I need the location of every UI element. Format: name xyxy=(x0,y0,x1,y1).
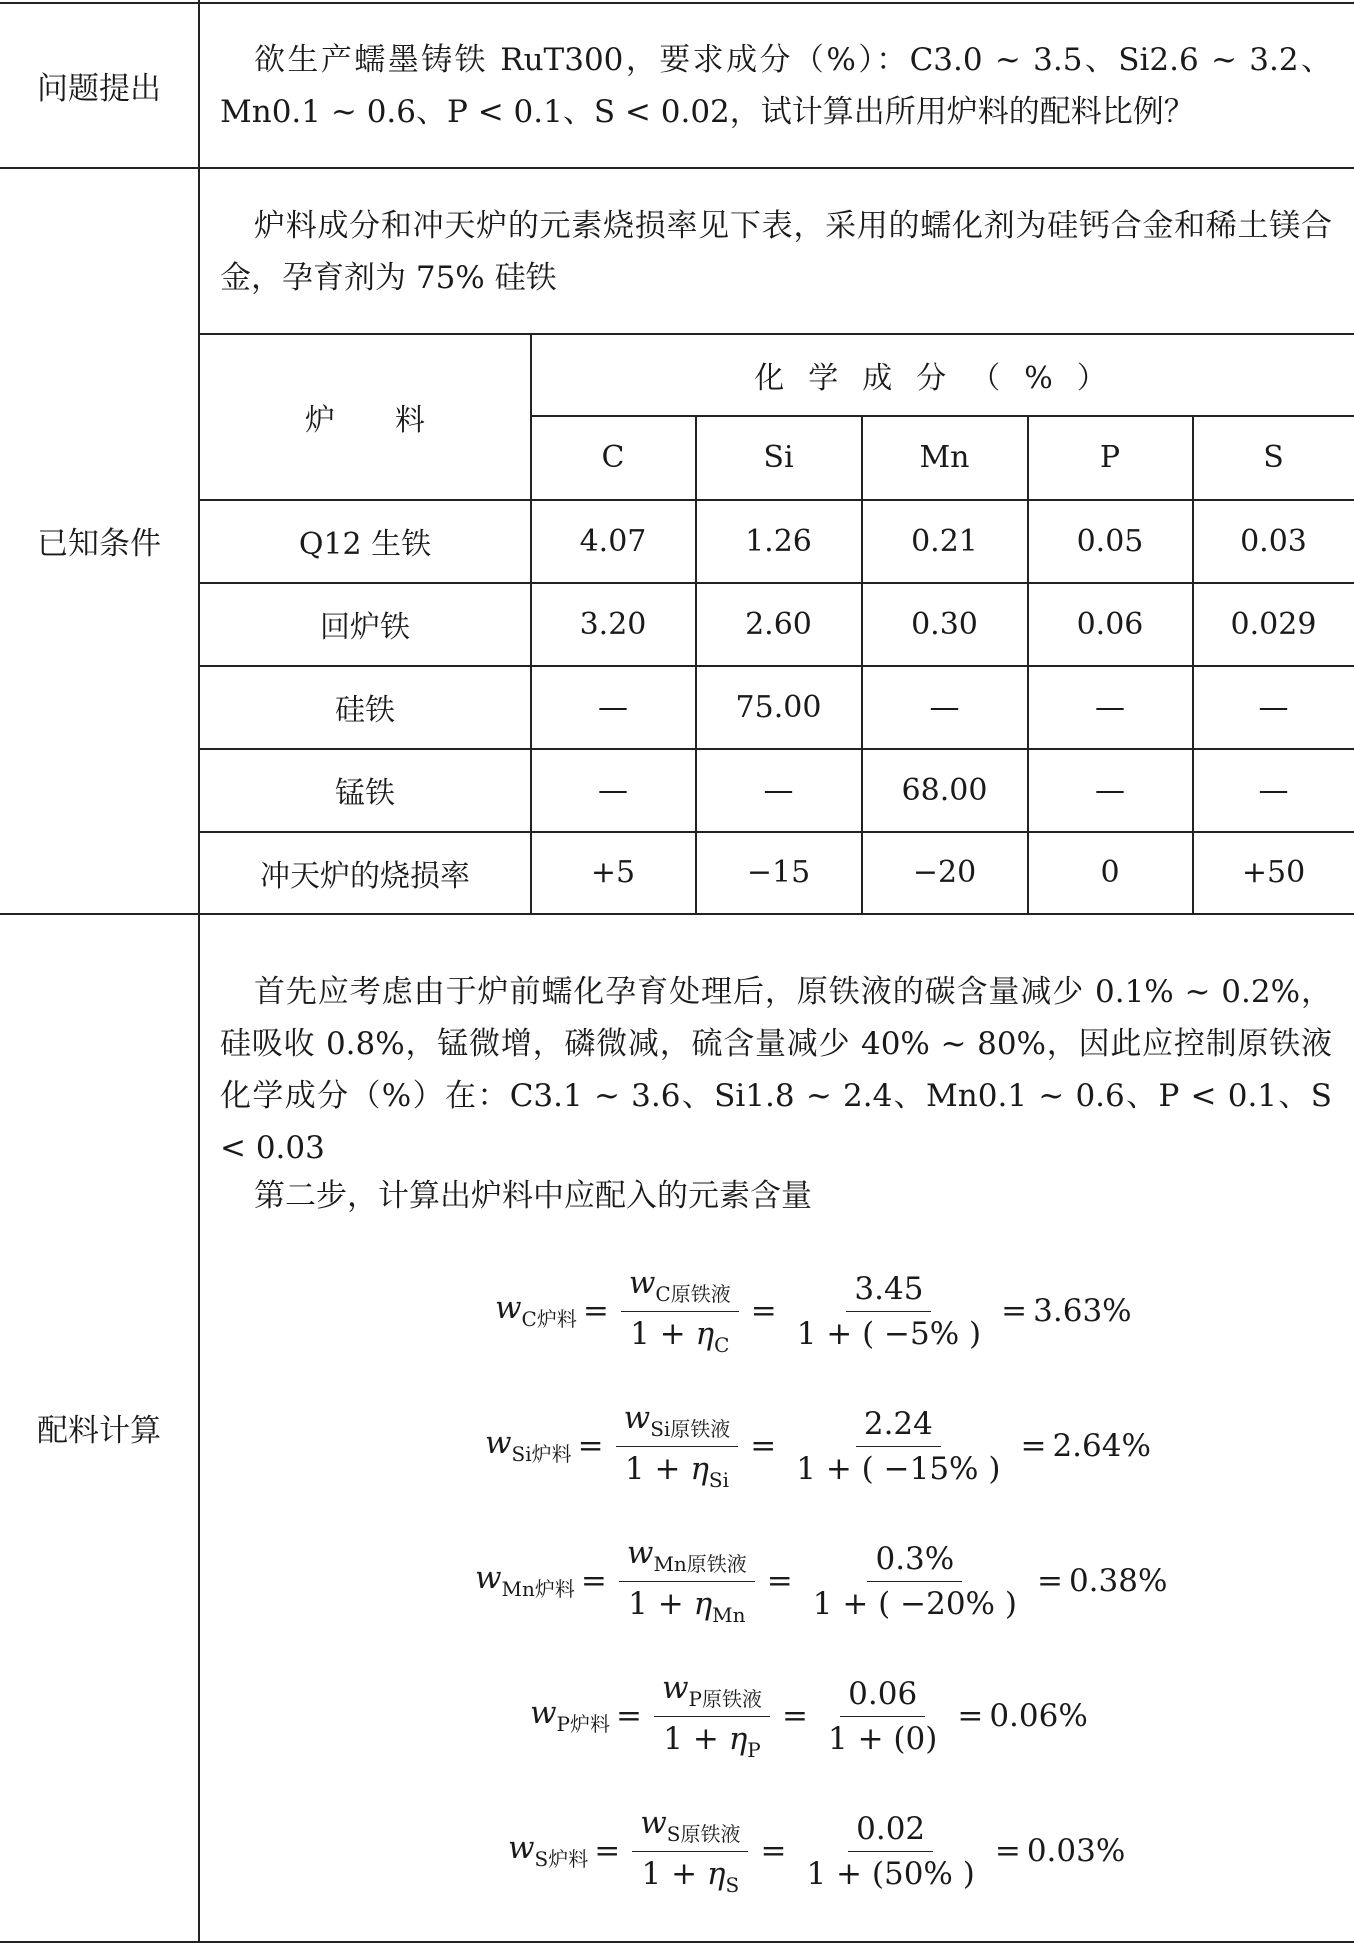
eq-result: 3.63% xyxy=(1033,1293,1132,1329)
table-row-name: 冲天炉的烧损率 xyxy=(260,858,470,894)
eq-fraction-2: $\frac{0.06}{1 + (0)}$ xyxy=(828,1675,938,1757)
eq-result: 0.03% xyxy=(1026,1833,1126,1869)
eq-fraction-1: $\frac{w_{Si原铁液}}{1 + \eta_{Si}}$ xyxy=(616,1400,739,1492)
table-cell: — xyxy=(598,772,628,808)
table-cell: 0.06 xyxy=(1076,606,1144,642)
known-text: 炉料成分和冲天炉的元素烧损率见下表，采用的蠕化剂为硅钙合金和稀土镁合金，孕育剂为 75% 硅铁 xyxy=(220,208,1332,296)
table-cell: — xyxy=(1095,772,1125,808)
eq-fraction-1: $\frac{w_{C原铁液}}{1 + \eta_C}$ xyxy=(621,1265,739,1357)
eq-fraction-1: $\frac{w_{Mn原铁液}}{1 + \eta_{Mn}}$ xyxy=(619,1535,755,1627)
eq-lhs: $w_{P炉料}$ xyxy=(530,1695,611,1736)
table-cell: 2.60 xyxy=(745,606,812,642)
table-cell: −20 xyxy=(912,855,977,890)
table-cell: — xyxy=(1095,689,1125,725)
eq-result: 2.64% xyxy=(1052,1428,1151,1464)
eq-result: 0.06% xyxy=(989,1698,1088,1734)
rule-after-problem xyxy=(0,167,1354,169)
rule-label-column xyxy=(198,0,200,1943)
table-cell: 0.21 xyxy=(911,523,978,559)
table-cell: — xyxy=(598,689,628,725)
table-cell: 4.07 xyxy=(579,523,647,559)
table-col-header: S xyxy=(1263,440,1284,475)
table-cell: 1.26 xyxy=(745,523,812,559)
rule-bottom xyxy=(0,1941,1354,1943)
table-cell: 0 xyxy=(1100,855,1120,890)
table-row-name: 锰铁 xyxy=(335,776,395,811)
equation-p: $w_{P炉料}$ = $\frac{w_{P原铁液}}{1 + \eta_P}$ = $\frac{0.06}{1 + (0)}$ = 0.06% xyxy=(530,1670,1088,1762)
table-col-header: C xyxy=(601,440,625,475)
table-cell: 3.20 xyxy=(579,606,647,642)
equation-c: $w_{C炉料}$ = $\frac{w_{C原铁液}}{1 + \eta_C}$ = $\frac{3.45}{1 + ( -5\% )}$ = 3.63% xyxy=(495,1265,1132,1357)
table-cell: 0.03 xyxy=(1240,523,1307,559)
table-cell: — xyxy=(929,689,960,725)
problem-text: 欲生产蠕墨铸铁 RuT300，要求成分（%）：C3.0 ~ 3.5、Si2.6 ~ 3.2、Mn0.1 ~ 0.6、P < 0.1、S < 0.02，试计算出所用炉料的配料比例？ xyxy=(220,42,1332,130)
table-cell: — xyxy=(763,772,794,808)
table-cell: 68.00 xyxy=(901,772,988,808)
table-cell: +5 xyxy=(590,855,636,890)
equation-si: $w_{Si炉料}$ = $\frac{w_{Si原铁液}}{1 + \eta_{Si}}$ = $\frac{2.24}{1 + ( -15\% )}$ = 2.64% xyxy=(485,1400,1151,1492)
table-cell: — xyxy=(1258,772,1289,808)
table-row-name: 硅铁 xyxy=(335,693,395,728)
eq-lhs: $w_{Si炉料}$ xyxy=(485,1425,572,1466)
table-col-header: Mn xyxy=(919,440,970,475)
label-calc: 配料计算 xyxy=(37,1413,161,1449)
table-cell: 0.029 xyxy=(1230,606,1317,642)
calc-text-step2: 第二步，计算出炉料中应配入的元素含量 xyxy=(254,1178,812,1214)
table-row-name: Q12 生铁 xyxy=(298,527,432,562)
eq-fraction-2: $\frac{2.24}{1 + ( -15\% )}$ xyxy=(796,1405,1001,1487)
label-problem: 问题提出 xyxy=(37,70,161,107)
table-cell: −15 xyxy=(746,855,811,890)
eq-lhs: $w_{C炉料}$ xyxy=(495,1290,577,1331)
table-header-material: 炉 料 xyxy=(305,402,425,438)
eq-result: 0.38% xyxy=(1068,1563,1168,1599)
table-cell: 75.00 xyxy=(735,689,822,725)
eq-fraction-2: $\frac{3.45}{1 + ( -5\% )}$ xyxy=(796,1270,982,1352)
table-col-header: P xyxy=(1099,440,1121,475)
table-cell: — xyxy=(1258,689,1289,725)
table-col-header: Si xyxy=(763,440,794,475)
table-header-composition: 化学成分（%） xyxy=(754,360,1131,396)
equation-s: $w_{S炉料}$ = $\frac{w_{S原铁液}}{1 + \eta_S}$ = $\frac{0.02}{1 + (50\% )}$ = 0.03% xyxy=(508,1805,1126,1897)
rule-after-known xyxy=(0,913,1354,915)
eq-fraction-1: $\frac{w_{S原铁液}}{1 + \eta_S}$ xyxy=(632,1805,748,1897)
table-row-name: 回炉铁 xyxy=(320,610,410,645)
table-cell: +50 xyxy=(1241,855,1306,890)
rule-top xyxy=(0,2,1354,4)
calc-text-intro: 首先应考虑由于炉前蠕化孕育处理后，原铁液的碳含量减少 0.1% ~ 0.2%，硅吸收 0.8%，锰微增，磷微减，硫含量减少 40% ~ 80%，因此应控制原铁液化学成分（%）在：C3.1 ~ 3.6、Si1.8 ~ 2.4、Mn0.1 ~ 0.6、P < 0.1、S < 0.03 xyxy=(220,974,1332,1166)
label-known: 已知条件 xyxy=(37,526,161,562)
eq-fraction-2: $\frac{0.3\%}{1 + ( -20\% )}$ xyxy=(812,1540,1017,1622)
eq-fraction-1: $\frac{w_{P原铁液}}{1 + \eta_P}$ xyxy=(654,1670,770,1762)
equation-mn: $w_{Mn炉料}$ = $\frac{w_{Mn原铁液}}{1 + \eta_{Mn}}$ = $\frac{0.3\%}{1 + ( -20\% )}$ = 0.38% xyxy=(475,1535,1168,1627)
eq-fraction-2: $\frac{0.02}{1 + (50\% )}$ xyxy=(806,1810,975,1892)
eq-lhs: $w_{Mn炉料}$ xyxy=(475,1560,575,1601)
eq-lhs: $w_{S炉料}$ xyxy=(508,1830,589,1871)
table-cell: 0.05 xyxy=(1076,523,1144,559)
table-cell: 0.30 xyxy=(911,606,978,642)
